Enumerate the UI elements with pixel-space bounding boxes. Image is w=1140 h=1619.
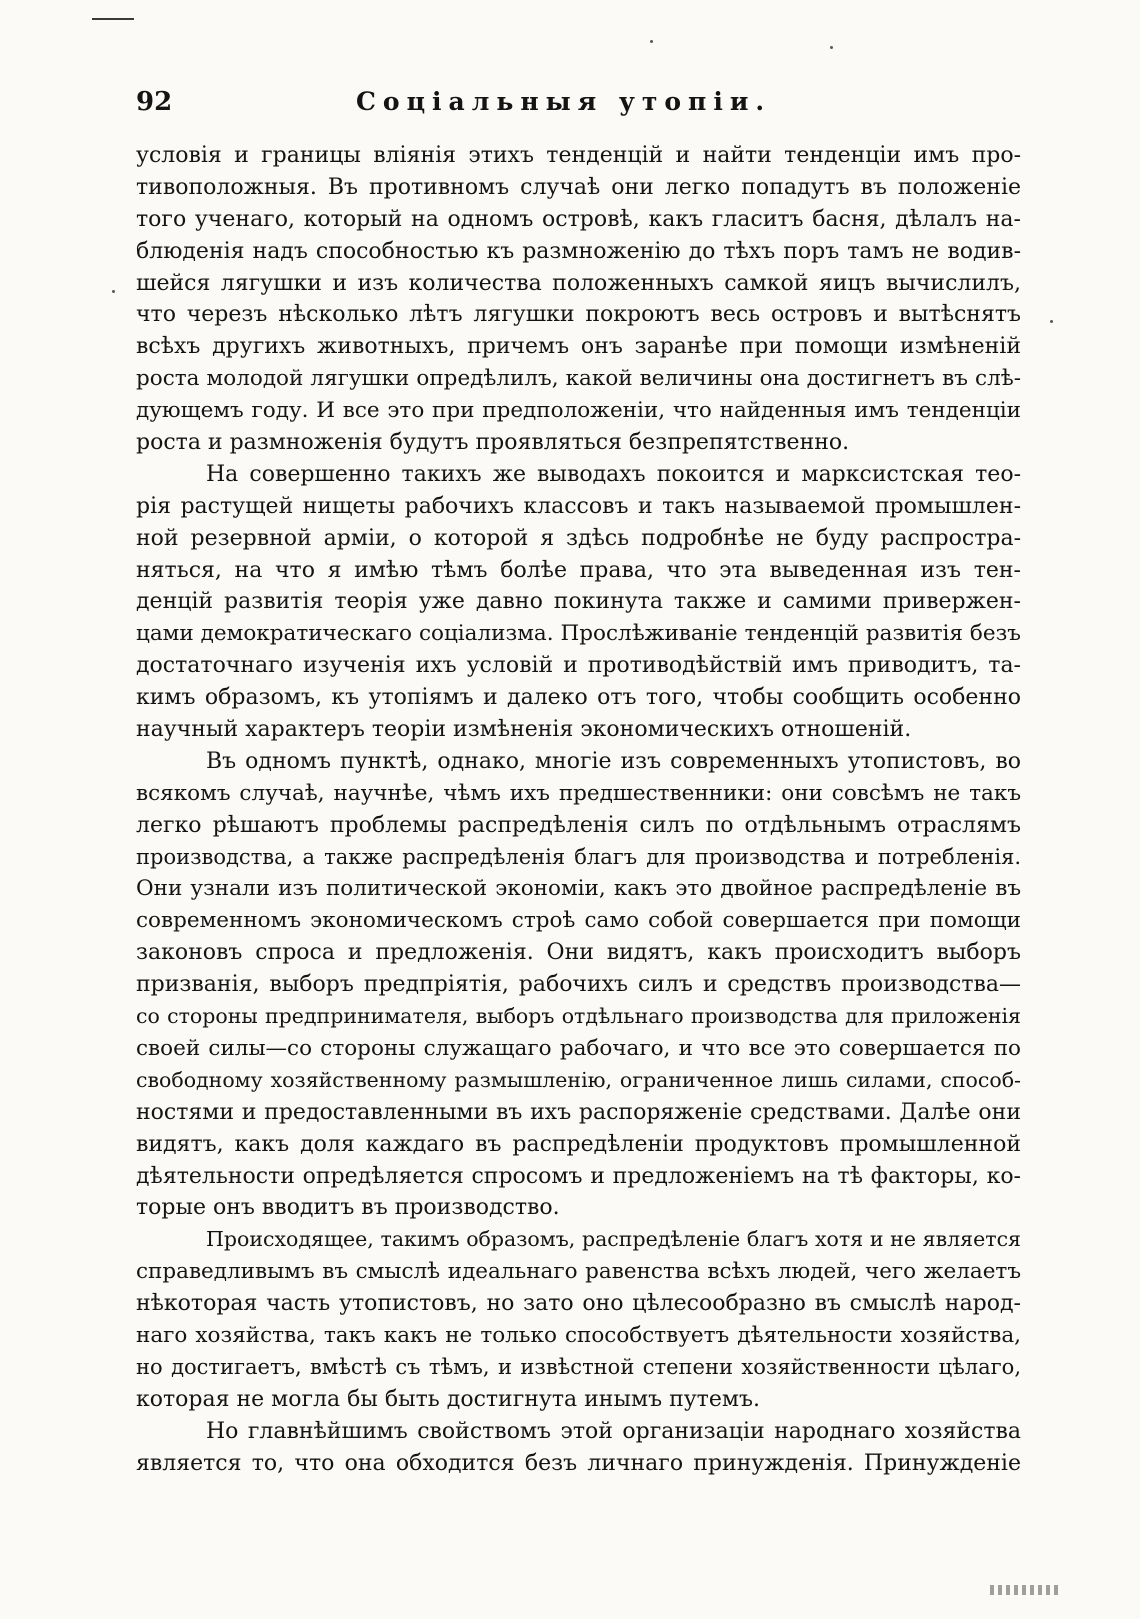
text-line: производства, а также распредѣленiя благъ для производства и потребленiя. bbox=[136, 844, 1021, 869]
page-header bbox=[136, 84, 1021, 124]
text-line: призванiя, выборъ предпрiятiя, рабочихъ силъ и средствъ производства— bbox=[136, 972, 1021, 998]
text-line: но достигаетъ, вмѣстѣ съ тѣмъ, и извѣстной степени хозяйственности цѣлаго, bbox=[136, 1354, 1021, 1379]
text-line: дѣятельности опредѣляется спросомъ и предложенiемъ на тѣ факторы, ко- bbox=[136, 1163, 1021, 1189]
scan-edge-mark bbox=[92, 18, 134, 20]
paragraph-4 bbox=[136, 1224, 1021, 1415]
text-line: шейся лягушки и изъ количества положенныхъ самкой яицъ вычислилъ, bbox=[136, 270, 1021, 296]
text-line: На совершенно такихъ же выводахъ покоится и марксистская тео- bbox=[206, 461, 1021, 487]
text-line: всѣхъ другихъ животныхъ, причемъ онъ заранѣе при помощи измѣненiй bbox=[136, 334, 1021, 360]
text-line: кимъ образомъ, къ утопiямъ и далеко отъ того, чтобы сообщить особенно bbox=[136, 685, 1021, 711]
text-line: достаточнаго изученiя ихъ условiй и противодѣйствiй имъ приводитъ, та- bbox=[136, 653, 1021, 679]
text-line: своей силы—со стороны служащаго рабочаго, и что все это совершается по bbox=[136, 1035, 1021, 1061]
text-line: Происходящее, такимъ образомъ, распредѣленiе благъ хотя и не является bbox=[206, 1227, 1021, 1252]
text-line: является то, что она обходится безъ личнаго принужденiя. Принужденiе bbox=[136, 1450, 1021, 1476]
text-line: денцiй развитiя теорiя уже давно покинута также и самими привержен- bbox=[136, 589, 1021, 615]
paragraph-2 bbox=[136, 459, 1021, 746]
text-line: дующемъ году. И все это при предположенiи, что найденныя имъ тенденцiи bbox=[136, 398, 1021, 424]
running-title: Соцiальныя утопiи. bbox=[356, 87, 772, 116]
text-line: няться, на что я имѣю тѣмъ болѣе права, что эта выведенная изъ тен- bbox=[136, 557, 1021, 583]
scan-speck bbox=[1050, 320, 1053, 323]
text-line: торые онъ вводитъ въ производство. bbox=[136, 1195, 560, 1221]
text-line: наго хозяйства, такъ какъ не только способствуетъ дѣятельности хозяйства, bbox=[136, 1322, 1021, 1348]
paragraph-3 bbox=[136, 746, 1021, 1224]
text-line: ной резервной армiи, о которой я здѣсь подробнѣе не буду распростра- bbox=[136, 525, 1021, 551]
paragraph-1 bbox=[136, 140, 1021, 459]
text-line: условiя и границы влiянiя этихъ тенденцiй и найти тенденцiи имъ про- bbox=[136, 143, 1021, 168]
text-line: свободному хозяйственному размышленiю, ограниченное лишь силами, способ- bbox=[136, 1067, 1021, 1092]
text-line: Но главнѣйшимъ свойствомъ этой организацiи народнаго хозяйства bbox=[206, 1418, 1021, 1444]
paragraph-5 bbox=[136, 1416, 1021, 1480]
text-line: Въ одномъ пунктѣ, однако, многiе изъ современныхъ утопистовъ, во bbox=[206, 748, 1021, 774]
scan-speck bbox=[112, 290, 115, 293]
text-line: видятъ, какъ доля каждаго въ распредѣленiи продуктовъ промышленной bbox=[136, 1131, 1021, 1157]
text-line: того ученаго, который на одномъ островѣ, какъ гласитъ басня, дѣлалъ на- bbox=[136, 206, 1021, 232]
body-text bbox=[136, 140, 1021, 1479]
text-line: блюденiя надъ способностью къ размноженiю до тѣхъ поръ тамъ не водив- bbox=[136, 238, 1021, 264]
text-line: легко рѣшаютъ проблемы распредѣленiя силъ по отдѣльнымъ отраслямъ bbox=[136, 812, 1021, 838]
text-line: ностями и предоставленными въ ихъ распоряженiе средствами. Далѣе они bbox=[136, 1099, 1021, 1125]
scan-speck bbox=[830, 46, 833, 49]
scan-bottom-marks bbox=[990, 1585, 1060, 1595]
text-line: со стороны предпринимателя, выборъ отдѣльнаго производства для приложенiя bbox=[136, 1004, 1021, 1029]
text-line: законовъ спроса и предложенiя. Они видятъ, какъ происходитъ выборъ bbox=[136, 940, 1021, 966]
text-line: тивоположныя. Въ противномъ случаѣ они легко попадутъ въ положенiе bbox=[136, 174, 1021, 200]
text-line: цами демократическаго соцiализма. Прослѣживанiе тенденцiй развитiя безъ bbox=[136, 621, 1021, 647]
text-line: что черезъ нѣсколько лѣтъ лягушки покроютъ весь островъ и вытѣснятъ bbox=[136, 302, 1021, 328]
text-line: которая не могла бы быть достигнута инымъ путемъ. bbox=[136, 1386, 760, 1412]
text-line: Они узнали изъ политической экономiи, какъ это двойное распредѣленiе въ bbox=[136, 876, 1021, 902]
text-line: рiя растущей нищеты рабочихъ классовъ и такъ называемой промышлен- bbox=[136, 493, 1021, 519]
page-number: 92 bbox=[136, 87, 173, 117]
text-line: нѣкоторая часть утопистовъ, но зато оно цѣлесообразно въ смыслѣ народ- bbox=[136, 1291, 1021, 1317]
text-line: роста молодой лягушки опредѣлилъ, какой величины она достигнетъ въ слѣ- bbox=[136, 366, 1021, 392]
scan-speck bbox=[650, 40, 653, 43]
text-line: справедливымъ въ смыслѣ идеальнаго равенства всѣхъ людей, чего желаетъ bbox=[136, 1259, 1021, 1285]
text-line: всякомъ случаѣ, научнѣе, чѣмъ ихъ предшественники: они совсѣмъ не такъ bbox=[136, 780, 1021, 806]
text-line: научный характеръ теорiи измѣненiя экономическихъ отношенiй. bbox=[136, 717, 912, 743]
text-line: современномъ экономическомъ строѣ само собой совершается при помощи bbox=[136, 908, 1021, 934]
text-line: роста и размноженiя будутъ проявляться безпрепятственно. bbox=[136, 430, 850, 456]
